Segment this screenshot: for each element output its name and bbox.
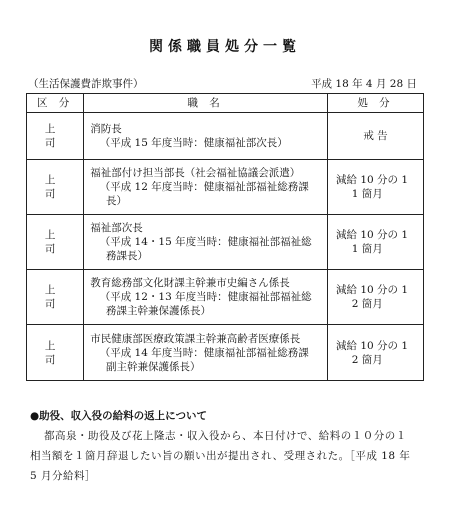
header-shobun: 処 分 (328, 94, 424, 113)
post-cell (84, 215, 328, 270)
post-cell (84, 113, 328, 160)
penalty-line: 減給 10 分の 1 (336, 229, 409, 241)
penalty-cell (328, 325, 424, 381)
post-line: 務課長） (106, 250, 149, 262)
kubun-cell: 上 司 (27, 215, 84, 270)
document-date: 平成 18 年 4 月 28 日 (311, 78, 417, 90)
header-shokumei: 職 名 (84, 94, 328, 113)
section-body (30, 426, 434, 486)
section-body-line: 都高泉・助役及び花上隆志・収入役から、本日付けで、給料の１０分の１ (44, 430, 407, 442)
penalty-cell (328, 215, 424, 270)
post-cell (84, 160, 328, 215)
penalty-line: 1 箇月 (351, 243, 383, 255)
kubun-cell: 上 司 (27, 160, 84, 215)
penalty-cell (328, 113, 424, 160)
kubun-cell: 上 司 (27, 325, 84, 381)
post-line: 教育総務部文化財課主幹兼市史編さん係長 (90, 277, 290, 289)
penalty-line: 1 箇月 (351, 188, 383, 200)
post-cell (84, 325, 328, 381)
table-row (27, 113, 424, 160)
kubun-cell: 上 司 (27, 113, 84, 160)
penalty-line: 戒 告 (363, 130, 388, 142)
page-title: 関係職員処分一覧 (149, 39, 301, 55)
post-line: （平成 14 年度当時：健康福祉部福祉総務課 (99, 346, 309, 359)
table-row (27, 215, 424, 270)
penalty-line: 減給 10 分の 1 (336, 174, 409, 186)
penalty-line: 減給 10 分の 1 (336, 284, 409, 296)
kubun-cell: 上 司 (27, 270, 84, 325)
header-kubun: 区 分 (27, 94, 84, 113)
post-line: 副主幹兼保護係長） (106, 360, 201, 373)
post-line: （平成 14・15 年度当時：健康福祉部福祉総 (99, 236, 312, 248)
penalty-cell (328, 160, 424, 215)
post-line: （平成 12・13 年度当時：健康福祉部福祉総 (99, 291, 312, 303)
disciplinary-table (26, 93, 424, 381)
penalty-line: 減給 10 分の 1 (336, 339, 409, 352)
penalty-line: 2 箇月 (351, 353, 383, 366)
penalty-cell (328, 270, 424, 325)
post-line: 務課主幹兼保護係長） (106, 305, 212, 317)
post-line: 福祉部付け担当部長（社会福祉協議会派遣） (90, 167, 301, 179)
penalty-line: 2 箇月 (351, 298, 383, 310)
section-heading: ●助役、収入役の給料の返上について (30, 410, 207, 422)
post-line: 市民健康部医療政策課主幹兼高齢者医療係長 (90, 332, 301, 345)
post-line: 消防長 (90, 123, 122, 135)
post-line: 福祉部次長 (90, 222, 143, 234)
section-body-line: 5 月分給料］ (30, 470, 97, 482)
table-row (27, 160, 424, 215)
section-body-line: 相当額を１箇月辞退したい旨の願い出が提出され、受理された。［平成 18 年 (30, 450, 411, 462)
post-cell (84, 270, 328, 325)
post-line: （平成 12 年度当時：健康福祉部福祉総務課 (99, 181, 309, 193)
post-line: 長） (106, 195, 128, 207)
case-label: （生活保護費詐欺事件） (28, 78, 144, 90)
table-header-row (27, 94, 424, 113)
post-line: （平成 15 年度当時：健康福祉部次長） (99, 137, 288, 149)
table-row (27, 325, 424, 381)
table-row (27, 270, 424, 325)
